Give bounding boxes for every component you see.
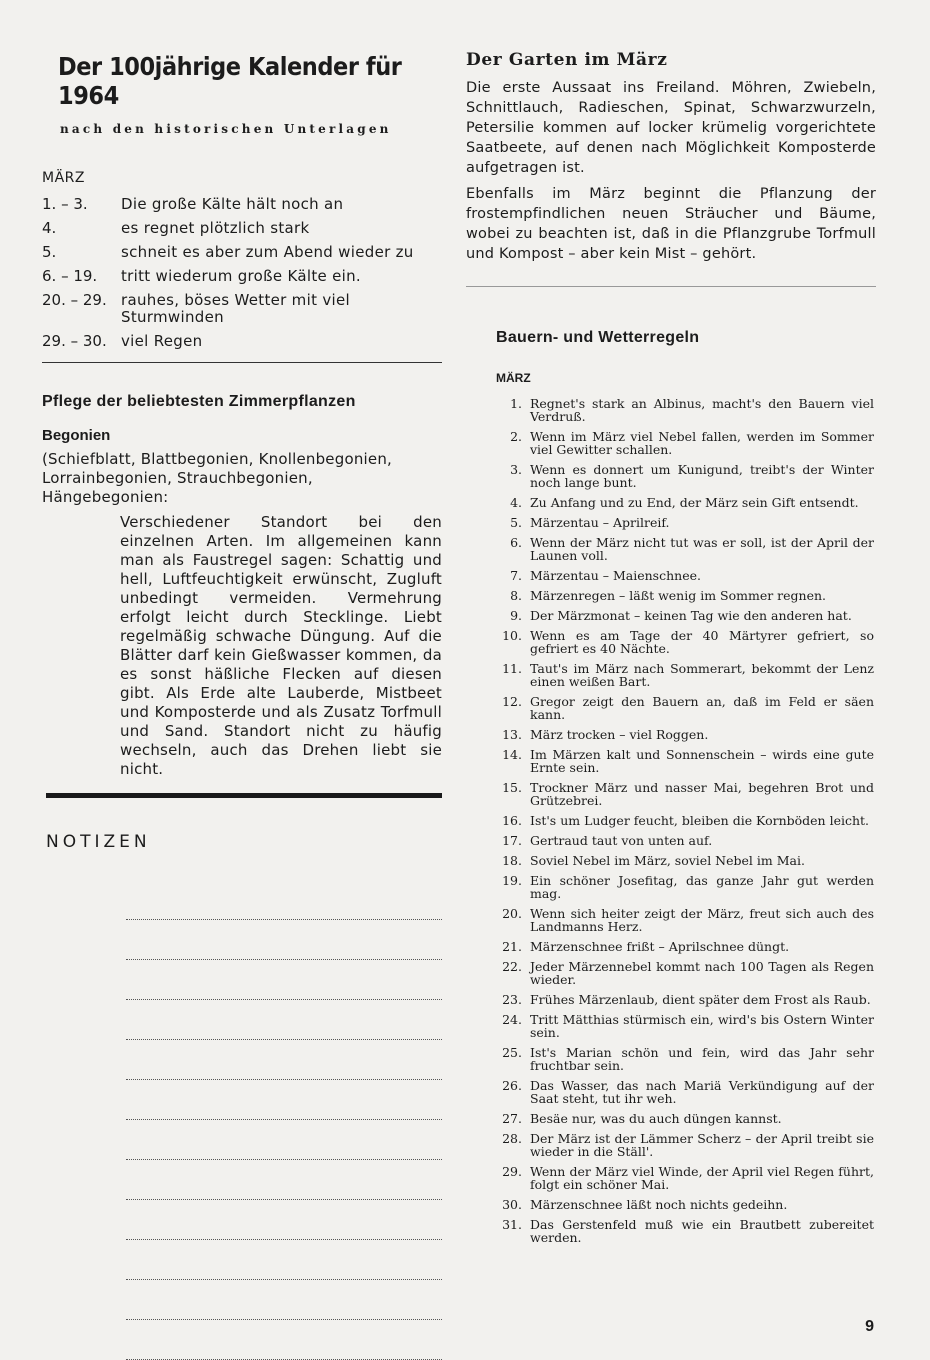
rule-number: 2. (510, 429, 522, 444)
rule-number: 21. (502, 939, 522, 954)
plants-section-title: Pflege der beliebtesten Zimmerpflanzen (42, 393, 356, 410)
calendar-row (42, 220, 442, 237)
note-line (126, 1160, 442, 1200)
note-line (126, 960, 442, 1000)
weather-rule (496, 496, 874, 509)
plant-types: (Schiefblatt, Blattbegonien, Knollenbegonien, Lorrainbegonien, Strauchbegonien, Hängebegonien: (42, 450, 393, 506)
rule-number: 4. (510, 495, 522, 510)
left-column (42, 48, 442, 1360)
weather-rule (496, 1218, 874, 1244)
rule-text: Das Gerstenfeld muß wie ein Brautbett zubereitet werden. (530, 1217, 874, 1245)
rule-number: 3. (510, 462, 522, 477)
calendar-row (42, 268, 442, 285)
page-number: 9 (865, 1318, 874, 1335)
weather-rule (496, 1165, 874, 1191)
rule-number: 28. (502, 1131, 522, 1146)
rule-number: 7. (510, 568, 522, 583)
calendar-forecast: viel Regen (121, 332, 203, 350)
rule-text: Tritt Mätthias stürmisch ein, wird's bis Ostern Winter sein. (530, 1012, 874, 1040)
rule-text: Wenn es donnert um Kunigund, treibt's der Winter noch lange bunt. (530, 462, 874, 490)
thick-divider (46, 793, 442, 798)
weather-rule (496, 854, 874, 867)
rule-number: 19. (502, 873, 522, 888)
calendar-date-range: 4. (42, 219, 57, 237)
weather-rule (496, 940, 874, 953)
divider (466, 286, 876, 287)
note-line (126, 880, 442, 920)
calendar-forecast: Die große Kälte hält noch an (121, 195, 344, 213)
rule-number: 11. (502, 661, 522, 676)
calendar-month-label: MÄRZ (42, 170, 85, 186)
rule-number: 12. (502, 694, 522, 709)
rule-number: 17. (502, 833, 522, 848)
calendar-date-range: 6. – 19. (42, 267, 98, 285)
rule-text: Der Märzmonat – keinen Tag wie den anderen hat. (530, 608, 852, 623)
weather-rule (496, 516, 874, 529)
calendar-date-range: 29. – 30. (42, 332, 107, 350)
plant-name: Begonien (42, 427, 111, 444)
calendar-date-range: 20. – 29. (42, 291, 107, 309)
weather-rule (496, 1112, 874, 1125)
weather-rule (496, 781, 874, 807)
note-line (126, 1040, 442, 1080)
rule-number: 14. (502, 747, 522, 762)
garden-paragraph: Die erste Aussaat ins Freiland. Möhren, Zwiebeln, Schnittlauch, Radieschen, Spinat, Schwarzwurzeln, Petersilie kommen auf locker krümelig vorgerichtete Saatbeete, auf denen nach Möglichkeit Komposterde aufgetragen ist. (466, 80, 876, 176)
rule-number: 8. (510, 588, 522, 603)
weather-rule (496, 748, 874, 774)
rule-number: 27. (502, 1111, 522, 1126)
rule-number: 20. (502, 906, 522, 921)
rule-number: 15. (502, 780, 522, 795)
rule-number: 30. (502, 1197, 522, 1212)
weather-rule (496, 609, 874, 622)
weather-rule (496, 907, 874, 933)
rule-text: Wenn im März viel Nebel fallen, werden im Sommer viel Gewitter schallen. (530, 429, 874, 457)
rules-month-label: MÄRZ (496, 371, 531, 385)
plant-care-text: Verschiedener Standort bei den einzelnen Arten. Im allgemeinen kann man als Faustregel sagen: Schattig und hell, Luftfeuchtigkeit erwünscht, Zugluft unbedingt vermeiden. Vermehrung erfolgt leicht durch Stecklinge. Liebt regelmäßig schwache Düngung. Auf die Blätter darf kein Gießwasser kommen, da es sonst häßliche Flecken auf diesen gibt. Als Erde alte Lauberde, Mistbeet und Komposterde und als Zusatz Torfmull und Sand. Standort nicht zu häufig wechseln, auch das Drehen liebt sie nicht. (120, 513, 442, 778)
rule-text: Märzenschnee frißt – Aprilschnee düngt. (530, 939, 790, 954)
rule-number: 13. (502, 727, 522, 742)
weather-rule (496, 814, 874, 827)
calendar-forecast: schneit es aber zum Abend wieder zu (121, 243, 414, 261)
weather-rule (496, 397, 874, 423)
weather-rule (496, 874, 874, 900)
rule-number: 9. (510, 608, 522, 623)
note-line (126, 1000, 442, 1040)
rule-text: Märzenregen – läßt wenig im Sommer regnen. (530, 588, 827, 603)
rule-number: 26. (502, 1078, 522, 1093)
rule-text: Besäe nur, was du auch düngen kannst. (530, 1111, 782, 1126)
rule-text: Frühes Märzenlaub, dient später dem Frost als Raub. (530, 992, 871, 1007)
rule-number: 29. (502, 1164, 522, 1179)
rule-text: Trockner März und nasser Mai, begehren Brot und Grützebrei. (530, 780, 874, 808)
rule-text: Jeder Märzennebel kommt nach 100 Tagen als Regen wieder. (530, 959, 874, 987)
rule-text: Ist's Marian schön und fein, wird das Jahr sehr fruchtbar sein. (530, 1045, 874, 1073)
garden-paragraph: Ebenfalls im März beginnt die Pflanzung der frostempfindlichen neuen Sträucher und Bäume, wobei zu beachten ist, daß in die Pflanzgrube Torfmull und Kompost – aber kein Mist – gehört. (466, 186, 876, 262)
calendar-row (42, 333, 442, 350)
rule-number: 16. (502, 813, 522, 828)
calendar-row (42, 292, 442, 326)
weather-rule (496, 1079, 874, 1105)
page-title: Der 100jährige Kalender für 1964 (58, 52, 402, 110)
note-line (126, 1080, 442, 1120)
rule-text: Im Märzen kalt und Sonnenschein – wirds eine gute Ernte sein. (530, 747, 874, 775)
rules-list (496, 397, 874, 1244)
note-line (126, 1120, 442, 1160)
rule-text: Märzenschnee läßt noch nichts gedeihn. (530, 1197, 788, 1212)
rule-text: Ist's um Ludger feucht, bleiben die Kornböden leicht. (530, 813, 870, 828)
rule-text: Regnet's stark an Albinus, macht's den Bauern viel Verdruß. (530, 396, 874, 424)
rule-text: Gregor zeigt den Bauern an, daß im Feld er säen kann. (530, 694, 874, 722)
rule-text: Zu Anfang und zu End, der März sein Gift entsendt. (530, 495, 859, 510)
rule-text: Der März ist der Lämmer Scherz – der April treibt sie wieder in die Ställ'. (530, 1131, 874, 1159)
rule-text: Das Wasser, das nach Mariä Verkündigung auf der Saat steht, tut ihr weh. (530, 1078, 874, 1106)
weather-rule (496, 536, 874, 562)
rule-number: 24. (502, 1012, 522, 1027)
rule-number: 23. (502, 992, 522, 1007)
divider (42, 362, 442, 363)
weather-rule (496, 430, 874, 456)
weather-rule (496, 960, 874, 986)
rule-number: 6. (510, 535, 522, 550)
rule-text: Märzentau – Aprilreif. (530, 515, 670, 530)
weather-rule (496, 1013, 874, 1039)
weather-rule (496, 695, 874, 721)
weather-rule (496, 993, 874, 1006)
weather-rule (496, 629, 874, 655)
rule-number: 18. (502, 853, 522, 868)
calendar-row (42, 196, 442, 213)
rule-number: 10. (502, 628, 522, 643)
calendar-row (42, 244, 442, 261)
weather-rule (496, 1198, 874, 1211)
rule-number: 1. (510, 396, 522, 411)
calendar-forecast: tritt wiederum große Kälte ein. (121, 267, 361, 285)
calendar-date-range: 5. (42, 243, 57, 261)
weather-rule (496, 463, 874, 489)
weather-rule (496, 1132, 874, 1158)
garden-section-title: Der Garten im März (466, 50, 668, 70)
rule-text: Wenn der März nicht tut was er soll, ist der April der Launen voll. (530, 535, 874, 563)
note-line (126, 1280, 442, 1320)
rules-section-title: Bauern- und Wetterregeln (496, 329, 700, 346)
rule-text: Wenn es am Tage der 40 Märtyrer gefriert, so gefriert es 40 Nächte. (530, 628, 874, 656)
weather-rule (496, 569, 874, 582)
rule-text: Märzentau – Maienschnee. (530, 568, 701, 583)
weather-rule (496, 589, 874, 602)
rule-text: Wenn der März viel Winde, der April viel Regen führt, folgt ein schöner Mai. (530, 1164, 874, 1192)
right-column (466, 48, 876, 1251)
rule-number: 22. (502, 959, 522, 974)
note-line (126, 1200, 442, 1240)
note-line (126, 1320, 442, 1360)
notes-lines (126, 880, 442, 1360)
calendar-forecast: rauhes, böses Wetter mit viel Sturmwinden (121, 291, 350, 326)
calendar-table (42, 196, 442, 350)
rule-text: März trocken – viel Roggen. (530, 727, 709, 742)
page-subtitle: nach den historischen Unterlagen (60, 122, 392, 136)
rule-text: Gertraud taut von unten auf. (530, 833, 713, 848)
rule-text: Ein schöner Josefitag, das ganze Jahr gut werden mag. (530, 873, 874, 901)
rule-text: Wenn sich heiter zeigt der März, freut sich auch des Landmanns Herz. (530, 906, 874, 934)
rule-text: Taut's im März nach Sommerart, bekommt der Lenz einen weißen Bart. (530, 661, 874, 689)
rule-number: 31. (502, 1217, 522, 1232)
notes-title: NOTIZEN (46, 832, 151, 852)
rule-text: Soviel Nebel im März, soviel Nebel im Mai. (530, 853, 805, 868)
calendar-date-range: 1. – 3. (42, 195, 88, 213)
note-line (126, 920, 442, 960)
calendar-forecast: es regnet plötzlich stark (121, 219, 310, 237)
note-line (126, 1240, 442, 1280)
weather-rule (496, 662, 874, 688)
rule-number: 5. (510, 515, 522, 530)
weather-rule (496, 834, 874, 847)
rule-number: 25. (502, 1045, 522, 1060)
weather-rule (496, 728, 874, 741)
weather-rule (496, 1046, 874, 1072)
